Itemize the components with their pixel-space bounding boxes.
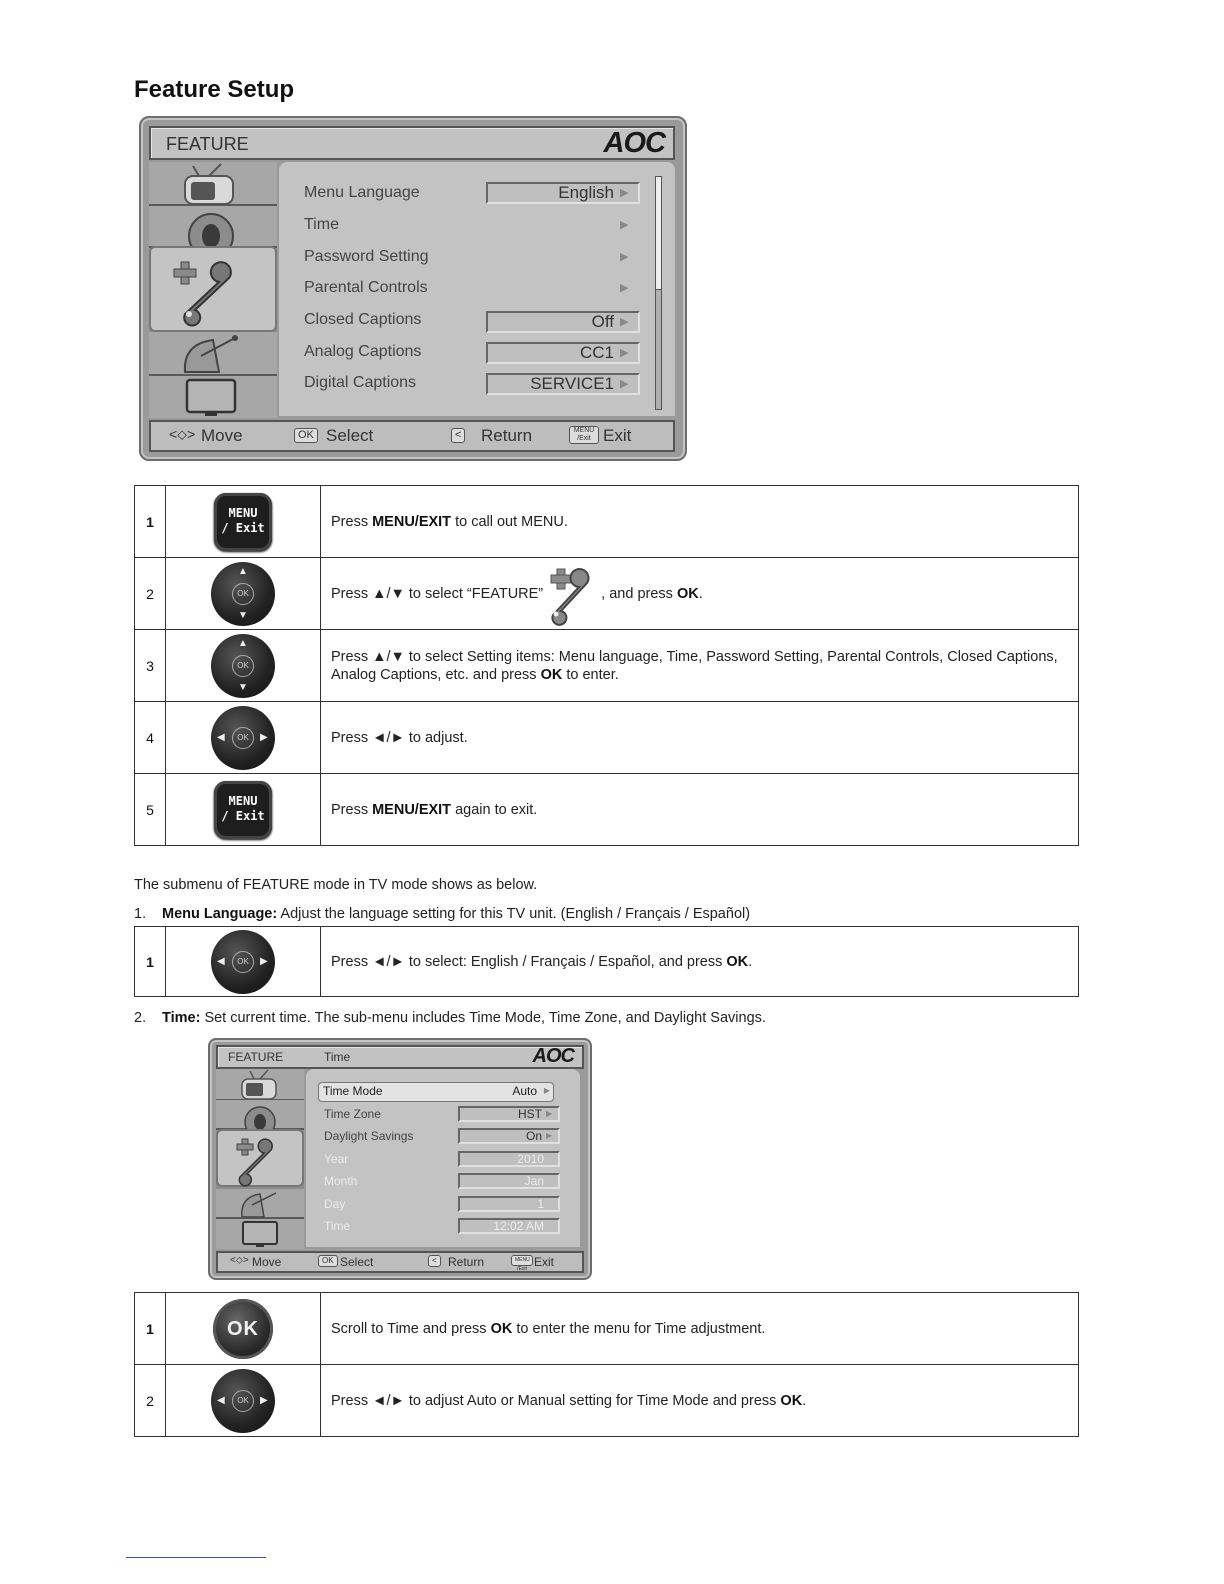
category-channel[interactable] (149, 332, 277, 376)
osd-item-label: Year (324, 1152, 349, 1166)
osd-category-sidebar (149, 162, 277, 418)
osd-header (149, 126, 675, 160)
screen-icon (216, 1219, 304, 1249)
osd-item-label: Month (324, 1174, 358, 1188)
category-screen[interactable] (216, 1219, 304, 1249)
osd-item-value: 12:02 AM (458, 1218, 560, 1234)
osd-item-label: Parental Controls (304, 279, 428, 296)
speaker-icon (216, 1100, 304, 1128)
item-menu-language: 1. Menu Language: Adjust the language setting for this TV unit. (English / Français / Español) (134, 906, 751, 922)
screen-icon (149, 376, 277, 418)
osd-footer: <⬦> Move OK Select < Return MENU /Exit Exit (149, 420, 675, 452)
step-number: 1 (135, 486, 166, 558)
osd-item-label: Time (304, 216, 339, 233)
category-feature[interactable] (149, 246, 277, 332)
step-instruction: Press MENU/EXIT to call out MENU. (321, 486, 1079, 558)
feature-tools-icon (151, 248, 275, 326)
step-number: 1 (135, 927, 166, 997)
step-button-cell (166, 486, 321, 558)
osd-item-label: Time Zone (324, 1107, 381, 1121)
step-number: 4 (135, 702, 166, 774)
osd-item-value: Jan (458, 1173, 560, 1189)
category-picture[interactable] (149, 162, 277, 206)
step-instruction: Press ◄/► to select: English / Français / Español, and press OK. (321, 927, 1079, 997)
footer-select: Select (326, 426, 374, 445)
osd-row-analog-captions[interactable] (279, 341, 675, 367)
right-arrow-icon: ▶ (546, 1109, 553, 1118)
right-arrow-icon: ▶ (620, 219, 629, 231)
feature-tools-icon (547, 567, 601, 621)
right-arrow-icon: ▶ (543, 1086, 550, 1095)
step-instruction: Press ▲/▼ to select Setting items: Menu language, Time, Password Setting, Parental Controls, Closed Captions, Analog Captions, etc. and press OK to enter. (321, 630, 1079, 702)
right-arrow-icon: ▶ (620, 251, 629, 263)
osd-item-label: Digital Captions (304, 374, 417, 391)
category-sound[interactable] (149, 206, 277, 248)
category-sound[interactable] (216, 1100, 304, 1130)
footer-exit: Exit (534, 1255, 555, 1269)
osd-item-label: Menu Language (304, 184, 420, 201)
osd-item-label: Time Mode (323, 1084, 383, 1098)
osd-row-clock-time (306, 1217, 580, 1235)
step-button-cell (166, 558, 321, 630)
osd-item-label: Time (324, 1219, 351, 1233)
osd-row-digital-captions[interactable] (279, 372, 675, 398)
osd-footer: <⬦> Move OK Select < Return MENU /Exit Exit (216, 1251, 584, 1273)
category-picture[interactable] (216, 1069, 304, 1101)
tv-icon (216, 1069, 304, 1099)
osd-row-parental[interactable] (279, 277, 675, 303)
osd-settings-panel (279, 162, 675, 416)
osd-item-label: Password Setting (304, 248, 429, 265)
osd-row-password[interactable] (279, 246, 675, 272)
osd-row-day (306, 1195, 580, 1213)
feature-osd-screen (139, 116, 687, 461)
right-arrow-icon: ▶ (620, 316, 629, 328)
page-title: Feature Setup (134, 76, 295, 103)
ok-button-icon: OK (213, 1299, 273, 1359)
osd-menu-name: FEATURE (166, 134, 249, 154)
aoc-logo: AOC (532, 1045, 574, 1067)
steps-table-time (134, 1292, 1079, 1437)
right-arrow-icon: ▶ (546, 1131, 553, 1140)
osd-item-value: English (486, 182, 640, 204)
tv-icon (149, 162, 277, 204)
right-arrow-icon: ▶ (620, 187, 629, 199)
step-button-cell (166, 1293, 321, 1365)
dpad-left-right-icon: ◀ OK ▶ (211, 930, 275, 994)
osd-item-label: Analog Captions (304, 343, 422, 360)
osd-header (216, 1045, 584, 1069)
category-screen[interactable] (149, 376, 277, 418)
osd-item-label: Day (324, 1197, 346, 1211)
step-instruction: Press ◄/► to adjust Auto or Manual setting for Time Mode and press OK. (321, 1365, 1079, 1437)
feature-tools-icon (218, 1131, 302, 1183)
right-arrow-icon: ▶ (620, 347, 629, 359)
step-button-cell (166, 1365, 321, 1437)
step-instruction: Scroll to Time and press OK to enter the menu for Time adjustment. (321, 1293, 1079, 1365)
category-feature[interactable] (216, 1129, 304, 1187)
osd-item-value: CC1 (486, 342, 640, 364)
menu-exit-button-icon: MENU / Exit (214, 781, 272, 839)
footer-return: Return (448, 1255, 485, 1269)
move-arrows-icon: <⬦> (169, 426, 196, 442)
osd-item-value: Off (486, 311, 640, 333)
dpad-up-down-icon: ▲ OK ▼ (211, 562, 275, 626)
step-button-cell (166, 702, 321, 774)
table-row (135, 1293, 1079, 1365)
time-osd-screen (208, 1038, 592, 1280)
dpad-up-down-icon: ▲ OK ▼ (211, 634, 275, 698)
footer-move: Move (201, 426, 243, 445)
step-number: 3 (135, 630, 166, 702)
osd-item-value: HST (458, 1106, 560, 1122)
footer-exit: Exit (603, 426, 632, 445)
right-arrow-icon: ▶ (620, 378, 629, 390)
move-arrows-icon: <⬦> (230, 1255, 249, 1266)
osd-row-daylight-savings[interactable] (306, 1127, 580, 1145)
table-row (135, 558, 1079, 630)
step-button-cell (166, 630, 321, 702)
osd-row-closed-captions[interactable] (279, 309, 675, 335)
osd-item-value: 1 (458, 1196, 560, 1212)
category-channel[interactable] (216, 1189, 304, 1219)
osd-item-label: Daylight Savings (324, 1129, 414, 1143)
steps-table-menu-language (134, 926, 1079, 997)
osd-item-value: Auto (512, 1084, 537, 1098)
footer-move: Move (252, 1255, 282, 1269)
step-number: 2 (135, 558, 166, 630)
aoc-logo: AOC (603, 127, 665, 159)
osd-scroll-thumb[interactable] (655, 176, 662, 290)
table-row (135, 630, 1079, 702)
satellite-dish-icon (149, 332, 277, 374)
osd-row-menu-language[interactable] (279, 182, 675, 208)
dpad-left-right-icon: ◀ OK ▶ (211, 1369, 275, 1433)
speaker-icon (149, 206, 277, 246)
osd-item-value: 2010 (458, 1151, 560, 1167)
table-row (135, 927, 1079, 997)
step-number: 2 (135, 1365, 166, 1437)
menu-exit-button-icon: MENU / Exit (214, 493, 272, 551)
footer-return: Return (481, 426, 533, 445)
footer-select: Select (340, 1255, 374, 1269)
step-button-cell (166, 774, 321, 846)
osd-settings-panel (306, 1069, 580, 1247)
osd-row-month (306, 1172, 580, 1190)
osd-item-value: On (458, 1128, 560, 1144)
table-row (135, 1365, 1079, 1437)
osd-row-time-zone[interactable] (306, 1105, 580, 1123)
table-row (135, 774, 1079, 846)
step-instruction: Press ▲/▼ to select “FEATURE” , and press OK. (321, 558, 1079, 630)
osd-submenu-name: Time (324, 1050, 351, 1064)
step-number: 1 (135, 1293, 166, 1365)
steps-table-main (134, 485, 1079, 846)
osd-row-time-mode[interactable] (318, 1082, 554, 1102)
satellite-dish-icon (216, 1189, 304, 1217)
item-time: 2. Time: Set current time. The sub-menu includes Time Mode, Time Zone, and Daylight Savings. (134, 1010, 766, 1026)
step-instruction: Press ◄/► to adjust. (321, 702, 1079, 774)
osd-row-time[interactable] (279, 214, 675, 240)
dpad-left-right-icon: ◀ OK ▶ (211, 706, 275, 770)
step-number: 5 (135, 774, 166, 846)
osd-row-year (306, 1150, 580, 1168)
right-arrow-icon: ▶ (620, 282, 629, 294)
osd-menu-name: FEATURE (228, 1050, 284, 1064)
table-row (135, 702, 1079, 774)
submenu-intro: The submenu of FEATURE mode in TV mode shows as below. (134, 877, 538, 893)
osd-item-label: Closed Captions (304, 311, 422, 328)
osd-item-value: SERVICE1 (486, 373, 640, 395)
step-instruction: Press MENU/EXIT again to exit. (321, 774, 1079, 846)
osd-category-sidebar (216, 1069, 304, 1249)
footnote-divider (126, 1557, 266, 1558)
step-button-cell (166, 927, 321, 997)
table-row (135, 486, 1079, 558)
